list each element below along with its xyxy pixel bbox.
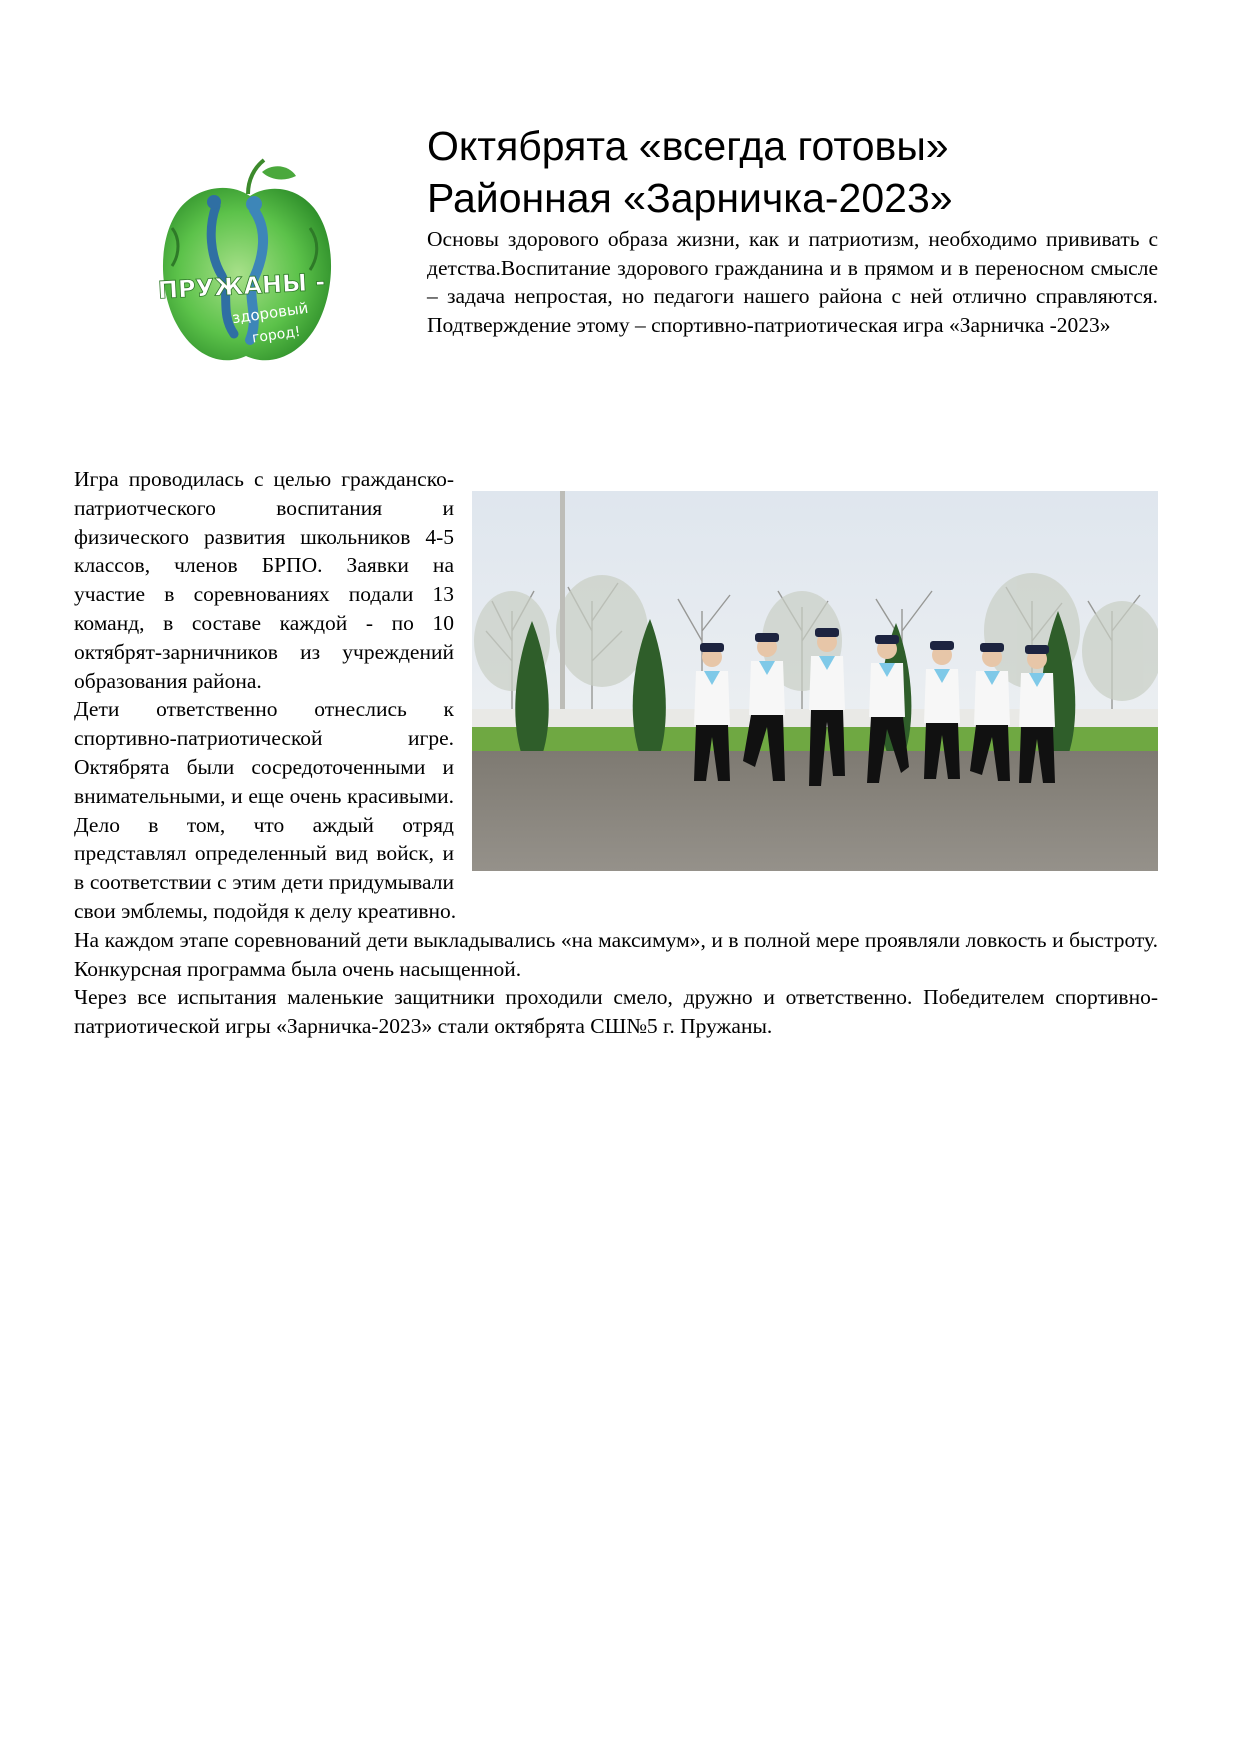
logo xyxy=(150,158,340,373)
marching-children-photo xyxy=(472,491,1158,871)
title-line-1: Октябрята «всегда готовы» xyxy=(427,123,949,169)
article-paragraph-2: Дети ответственно отнеслись к спортивно-патриотической игре. Октябрята были сосредоточенными и внимательными, и еще очень красивыми. Дело в том, что аждый отряд представлял определенный вид войск, и в соответствии с этим дети придумывали свои эмблемы, подойдя к делу креативно. xyxy=(74,697,457,923)
page-title xyxy=(427,120,953,224)
event-photo xyxy=(472,491,1158,871)
article-paragraph-3: На каждом этапе соревнований дети выкладывались «на максимум», и в полной мере проявляли ловкость и быстроту. Конкурсная программа была очень насыщенной. xyxy=(74,927,1158,981)
logo-sub-text-2: город! xyxy=(251,323,302,347)
article-paragraph-1: Игра проводилась с целью гражданско-патриотческого воспитания и физического развития школьников 4-5 классов, членов БРПО. Заявки на участие в соревнованиях подали 13 команд, в составе каждой - по 10 октябрят-зарничников из учреждений образования района. xyxy=(74,467,454,693)
article-paragraph-4: Через все испытания маленькие защитники проходили смело, дружно и ответственно. Победителем спортивно-патриотической игры «Зарничка-2023» стали октябрята СШ№5 г. Пружаны. xyxy=(74,985,1158,1039)
logo-sub-text-1: здоровый xyxy=(230,298,310,328)
logo-main-text: ПРУЖАНЫ - xyxy=(157,267,326,305)
title-line-2: Районная «Зарничка-2023» xyxy=(427,175,953,221)
article-body xyxy=(74,465,1158,1041)
lead-paragraph: Основы здорового образа жизни, как и патриотизм, необходимо прививать с детства.Воспитание здорового гражданина и в прямом и в переносном смысле – задача непростая, но педагоги нашего района с ней отлично справляются. Подтверждение этому – спортивно-патриотическая игра «Зарничка -2023» xyxy=(427,227,1158,338)
apple-logo-icon xyxy=(150,158,340,373)
